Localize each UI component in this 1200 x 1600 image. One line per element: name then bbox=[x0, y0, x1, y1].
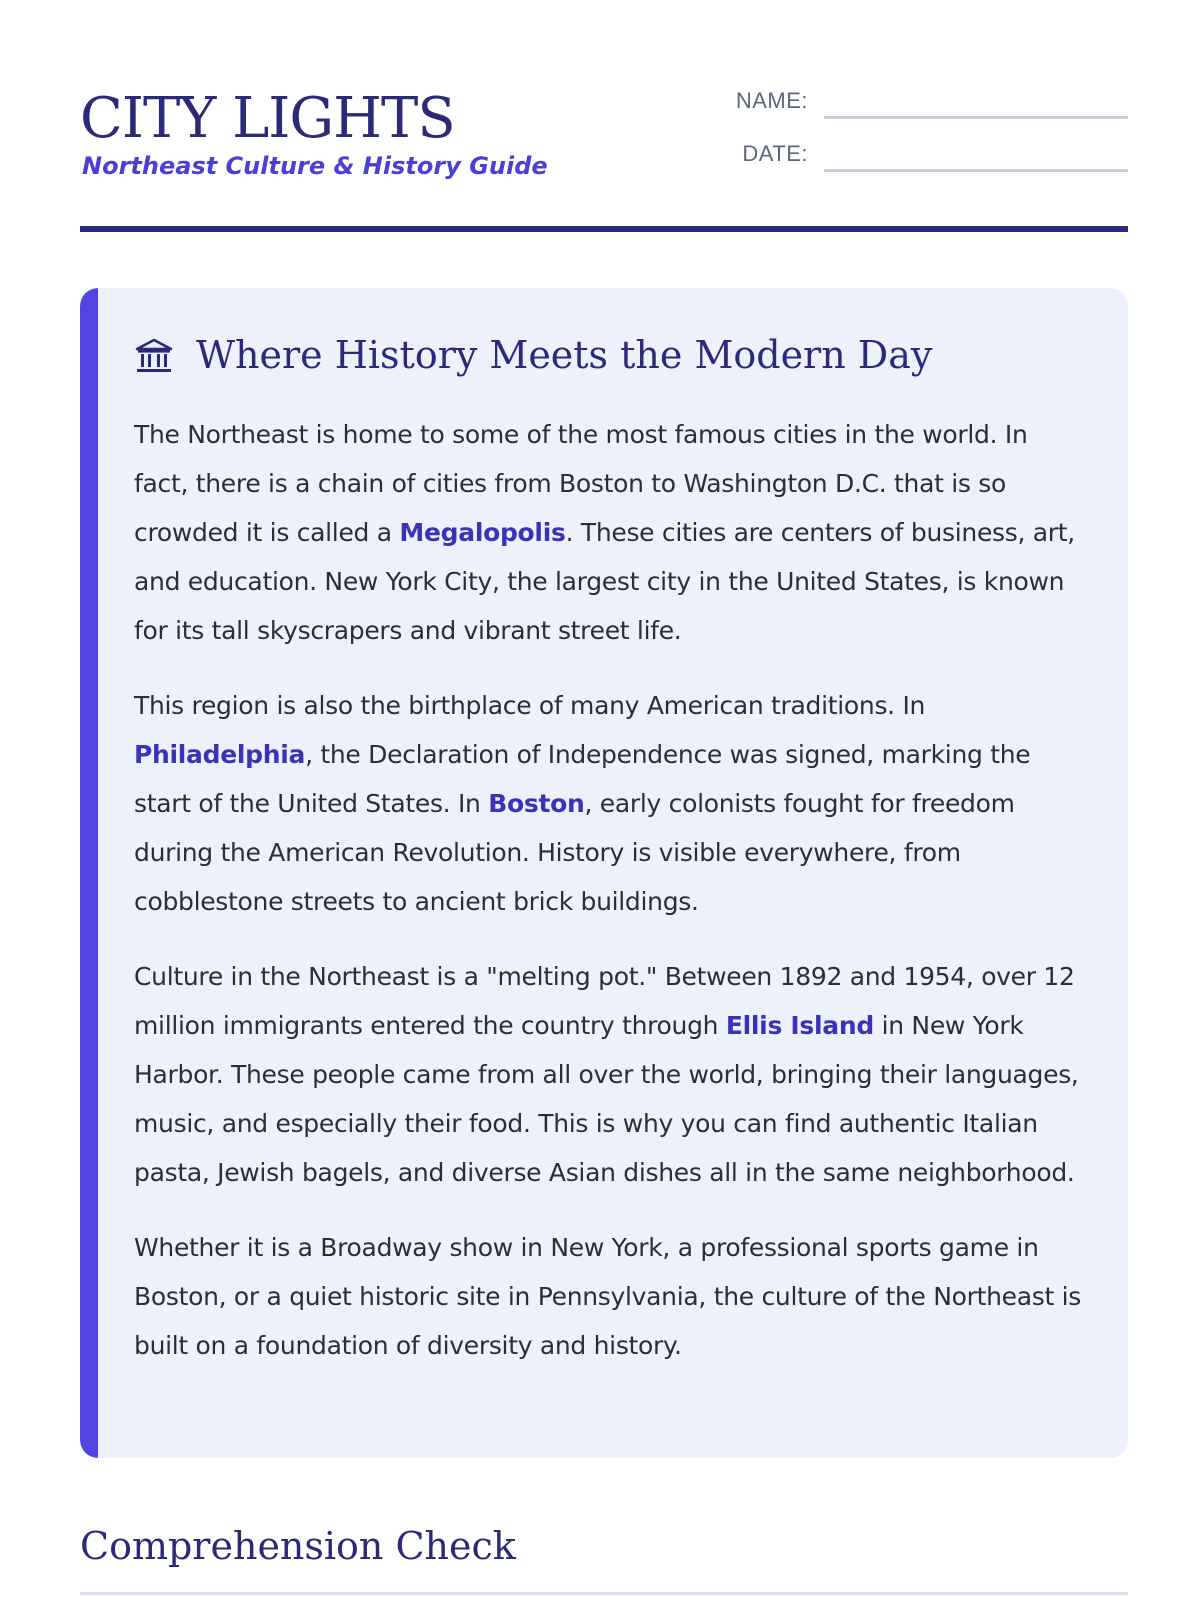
header-divider bbox=[80, 226, 1128, 232]
museum-icon bbox=[134, 336, 174, 376]
paragraph-3 bbox=[134, 952, 1088, 1197]
paragraph-1-text-b: . These cities are centers of business, art, and education. New York City, the largest city in the United States, is known for its tall skyscrapers and vibrant street life. bbox=[134, 518, 1075, 645]
date-label: DATE: bbox=[742, 141, 808, 166]
card-heading-text: Where History Meets the Modern Day bbox=[196, 333, 933, 377]
worksheet-page bbox=[80, 0, 1128, 1600]
name-field bbox=[698, 82, 1128, 122]
date-field bbox=[698, 135, 1128, 175]
paragraph-4: Whether it is a Broadway show in New York, a professional sports game in Boston, or a quiet historic site in Pennsylvania, the culture of the Northeast is built on a foundation of diversity and history. bbox=[134, 1233, 1081, 1360]
page-subtitle: Northeast Culture & History Guide bbox=[82, 152, 548, 180]
section-title: Comprehension Check bbox=[80, 1524, 516, 1568]
paragraph-2-text-c: , early colonists fought for freedom during the American Revolution. History is visible everywhere, from cobblestone streets to ancient brick buildings. bbox=[134, 789, 1015, 916]
card-accent-bar bbox=[80, 288, 98, 1458]
term-ellis-island: Ellis Island bbox=[725, 1011, 874, 1040]
paragraph-1-text-a: The Northeast is home to some of the most famous cities in the world. In fact, there is a chain of cities from Boston to Washington D.C. that is so crowded it is called a bbox=[134, 420, 1028, 547]
paragraph-2-text-b: , the Declaration of Independence was signed, marking the start of the United States. In bbox=[134, 740, 1031, 818]
worksheet-header bbox=[80, 80, 1128, 230]
paragraph-3-text-a: Culture in the Northeast is a "melting pot." Between 1892 and 1954, over 12 million immigrants entered the country through bbox=[134, 962, 1075, 1040]
section-divider bbox=[80, 1592, 1128, 1595]
paragraph-3-text-b: in New York Harbor. These people came from all over the world, bringing their languages, music, and especially their food. This is why you can find authentic Italian pasta, Jewish bagels, and diverse Asian dishes all in the same neighborhood. bbox=[134, 1011, 1079, 1187]
card-heading bbox=[134, 326, 1088, 386]
card-content bbox=[134, 326, 1088, 1370]
reading-card bbox=[80, 288, 1128, 1458]
name-label: NAME: bbox=[735, 88, 808, 113]
term-philadelphia: Philadelphia bbox=[134, 740, 306, 769]
term-megalopolis: Megalopolis bbox=[399, 518, 566, 547]
paragraph-1 bbox=[134, 410, 1088, 655]
name-input-line[interactable] bbox=[824, 116, 1128, 119]
paragraph-2-text-a: This region is also the birthplace of many American traditions. In bbox=[134, 691, 926, 720]
page-title: CITY LIGHTS bbox=[80, 86, 455, 151]
paragraph-2 bbox=[134, 681, 1088, 926]
date-input-line[interactable] bbox=[824, 169, 1128, 172]
term-boston: Boston bbox=[488, 789, 585, 818]
